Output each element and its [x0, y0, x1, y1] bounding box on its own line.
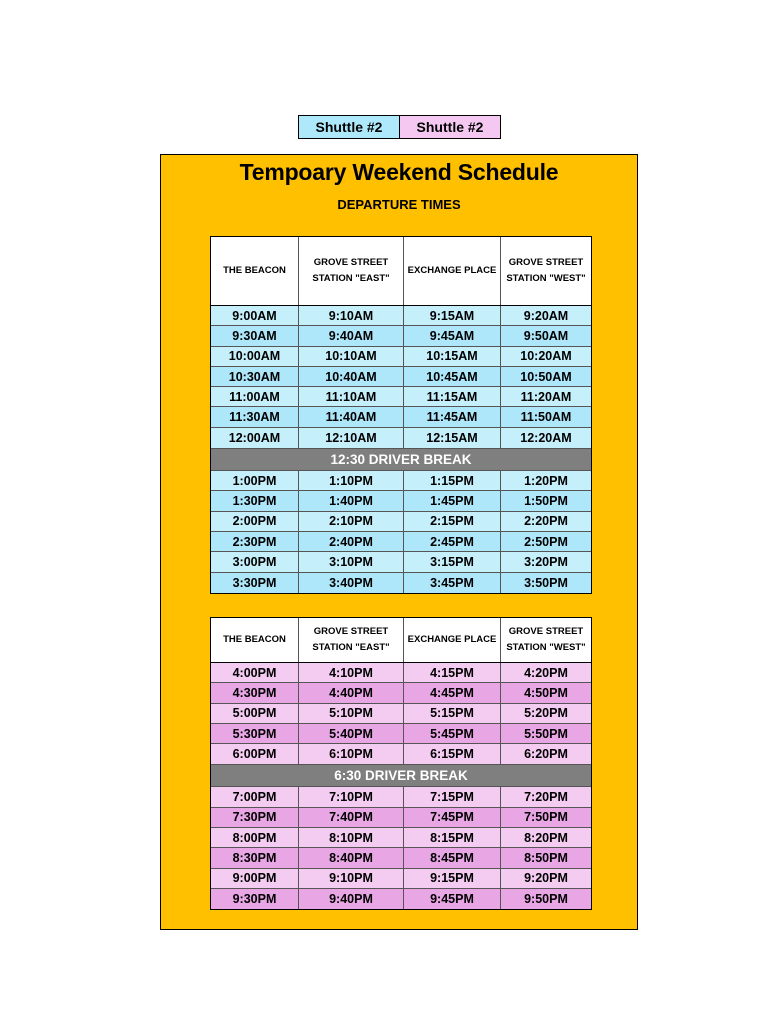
time-cell: 11:50AM — [520, 410, 572, 425]
time-cell: 4:15PM — [404, 663, 501, 682]
table-body-evening-2 — [211, 787, 591, 909]
schedule-table-evening — [210, 617, 592, 910]
time-cell: 8:15PM — [404, 828, 501, 847]
table-row — [211, 744, 591, 764]
time-cell: 3:40PM — [299, 573, 404, 593]
time-cell: 3:50PM — [524, 575, 568, 590]
time-cell: 8:20PM — [524, 830, 568, 845]
time-cell: 3:45PM — [404, 573, 501, 593]
time-cell: 10:30AM — [211, 367, 299, 386]
table-row — [211, 869, 591, 889]
header-cell: GROVE STREET STATION "EAST" — [299, 237, 404, 305]
time-cell: 1:40PM — [299, 491, 404, 510]
time-cell: 6:20PM — [524, 747, 568, 762]
header-cell: THE BEACON — [211, 618, 299, 662]
table-row — [211, 407, 591, 427]
table-header — [211, 237, 591, 306]
table-row — [211, 724, 591, 744]
time-cell: 9:30PM — [211, 889, 299, 909]
time-cell: 4:40PM — [299, 683, 404, 702]
time-cell: 9:00PM — [211, 869, 299, 888]
table-row — [211, 512, 591, 532]
time-cell: 7:45PM — [404, 808, 501, 827]
time-cell: 11:00AM — [211, 387, 299, 406]
table-row — [211, 326, 591, 346]
time-cell: 12:20AM — [520, 430, 572, 445]
time-cell: 12:15AM — [404, 428, 501, 448]
time-cell: 6:15PM — [404, 744, 501, 764]
table-row — [211, 663, 591, 683]
time-cell: 9:50PM — [524, 892, 568, 907]
table-row — [211, 808, 591, 828]
time-cell: 1:30PM — [211, 491, 299, 510]
time-cell: 9:40AM — [299, 326, 404, 345]
tab-shuttle-2-blue: Shuttle #2 — [299, 116, 400, 138]
time-cell: 11:40AM — [299, 407, 404, 426]
time-cell: 5:50PM — [524, 726, 568, 741]
time-cell: 1:45PM — [404, 491, 501, 510]
time-cell: 9:15AM — [404, 306, 501, 325]
time-cell: 9:30AM — [211, 326, 299, 345]
time-cell: 5:45PM — [404, 724, 501, 743]
table-body-morning — [211, 306, 591, 448]
time-cell: 9:50AM — [523, 328, 569, 343]
time-cell: 9:00AM — [211, 306, 299, 325]
time-cell: 8:30PM — [211, 848, 299, 867]
time-cell: 10:15AM — [404, 347, 501, 366]
time-cell: 7:15PM — [404, 787, 501, 806]
table-body-evening-1 — [211, 663, 591, 764]
time-cell: 1:15PM — [404, 471, 501, 490]
time-cell: 6:00PM — [211, 744, 299, 764]
time-cell: 2:50PM — [524, 534, 568, 549]
table-row — [211, 428, 591, 448]
time-cell: 10:10AM — [299, 347, 404, 366]
time-cell: 10:40AM — [299, 367, 404, 386]
time-cell: 3:15PM — [404, 552, 501, 571]
time-cell: 2:40PM — [299, 532, 404, 551]
header-cell: GROVE STREET STATION "EAST" — [299, 618, 404, 662]
time-cell: 4:45PM — [404, 683, 501, 702]
time-cell: 2:10PM — [299, 512, 404, 531]
table-row — [211, 471, 591, 491]
time-cell: 9:10PM — [299, 869, 404, 888]
time-cell: 11:30AM — [211, 407, 299, 426]
table-row — [211, 889, 591, 909]
time-cell: 8:50PM — [524, 851, 568, 866]
table-row — [211, 573, 591, 593]
time-cell: 11:20AM — [520, 389, 572, 404]
driver-break-banner: 12:30 DRIVER BREAK — [211, 448, 591, 471]
time-cell: 7:10PM — [299, 787, 404, 806]
time-cell: 9:40PM — [299, 889, 404, 909]
table-row — [211, 306, 591, 326]
time-cell: 2:15PM — [404, 512, 501, 531]
time-cell: 5:20PM — [524, 706, 568, 721]
time-cell: 12:00AM — [211, 428, 299, 448]
table-row — [211, 347, 591, 367]
page-title: Tempoary Weekend Schedule — [239, 159, 559, 185]
header-cell: EXCHANGE PLACE — [404, 237, 501, 305]
time-cell: 9:20AM — [523, 308, 569, 323]
time-cell: 2:00PM — [211, 512, 299, 531]
table-row — [211, 787, 591, 807]
time-cell: 4:20PM — [524, 665, 568, 680]
table-row — [211, 491, 591, 511]
time-cell: 9:15PM — [404, 869, 501, 888]
time-cell: 1:10PM — [299, 471, 404, 490]
time-cell: 7:50PM — [524, 810, 568, 825]
time-cell: 11:10AM — [299, 387, 404, 406]
time-cell: 7:00PM — [211, 787, 299, 806]
time-cell: 3:20PM — [524, 554, 568, 569]
time-cell: 9:45AM — [404, 326, 501, 345]
time-cell: 10:00AM — [211, 347, 299, 366]
time-cell: 1:20PM — [524, 473, 568, 488]
table-row — [211, 828, 591, 848]
time-cell: 5:15PM — [404, 704, 501, 723]
time-cell: 4:30PM — [211, 683, 299, 702]
table-row — [211, 848, 591, 868]
header-cell: THE BEACON — [211, 237, 299, 305]
shuttle-tabs — [298, 115, 501, 139]
time-cell: 4:50PM — [524, 685, 568, 700]
time-cell: 10:20AM — [520, 349, 572, 364]
time-cell: 7:40PM — [299, 808, 404, 827]
page-subtitle: DEPARTURE TIMES — [337, 197, 461, 212]
table-row — [211, 532, 591, 552]
header-cell: EXCHANGE PLACE — [404, 618, 501, 662]
time-cell: 3:30PM — [211, 573, 299, 593]
time-cell: 5:40PM — [299, 724, 404, 743]
header-cell: GROVE STREET STATION "WEST" — [501, 618, 591, 662]
time-cell: 2:45PM — [404, 532, 501, 551]
time-cell: 5:10PM — [299, 704, 404, 723]
table-body-afternoon — [211, 471, 591, 593]
time-cell: 2:20PM — [524, 514, 568, 529]
schedule-panel — [160, 154, 638, 930]
driver-break-banner: 6:30 DRIVER BREAK — [211, 764, 591, 787]
table-row — [211, 387, 591, 407]
time-cell: 3:10PM — [299, 552, 404, 571]
table-row — [211, 552, 591, 572]
schedule-table-daytime — [210, 236, 592, 594]
time-cell: 9:45PM — [404, 889, 501, 909]
tab-shuttle-2-pink: Shuttle #2 — [400, 116, 500, 138]
time-cell: 5:30PM — [211, 724, 299, 743]
header-cell: GROVE STREET STATION "WEST" — [501, 237, 591, 305]
time-cell: 7:20PM — [524, 790, 568, 805]
time-cell: 4:10PM — [299, 663, 404, 682]
time-cell: 1:50PM — [524, 494, 568, 509]
table-header — [211, 618, 591, 663]
time-cell: 8:45PM — [404, 848, 501, 867]
time-cell: 9:20PM — [524, 871, 568, 886]
time-cell: 2:30PM — [211, 532, 299, 551]
time-cell: 4:00PM — [211, 663, 299, 682]
time-cell: 8:40PM — [299, 848, 404, 867]
time-cell: 1:00PM — [211, 471, 299, 490]
time-cell: 11:15AM — [404, 387, 501, 406]
time-cell: 7:30PM — [211, 808, 299, 827]
time-cell: 5:00PM — [211, 704, 299, 723]
time-cell: 8:00PM — [211, 828, 299, 847]
time-cell: 12:10AM — [299, 428, 404, 448]
time-cell: 8:10PM — [299, 828, 404, 847]
time-cell: 11:45AM — [404, 407, 501, 426]
time-cell: 6:10PM — [299, 744, 404, 764]
time-cell: 10:45AM — [404, 367, 501, 386]
time-cell: 3:00PM — [211, 552, 299, 571]
time-cell: 9:10AM — [299, 306, 404, 325]
table-row — [211, 683, 591, 703]
table-row — [211, 367, 591, 387]
table-row — [211, 704, 591, 724]
time-cell: 10:50AM — [520, 369, 572, 384]
